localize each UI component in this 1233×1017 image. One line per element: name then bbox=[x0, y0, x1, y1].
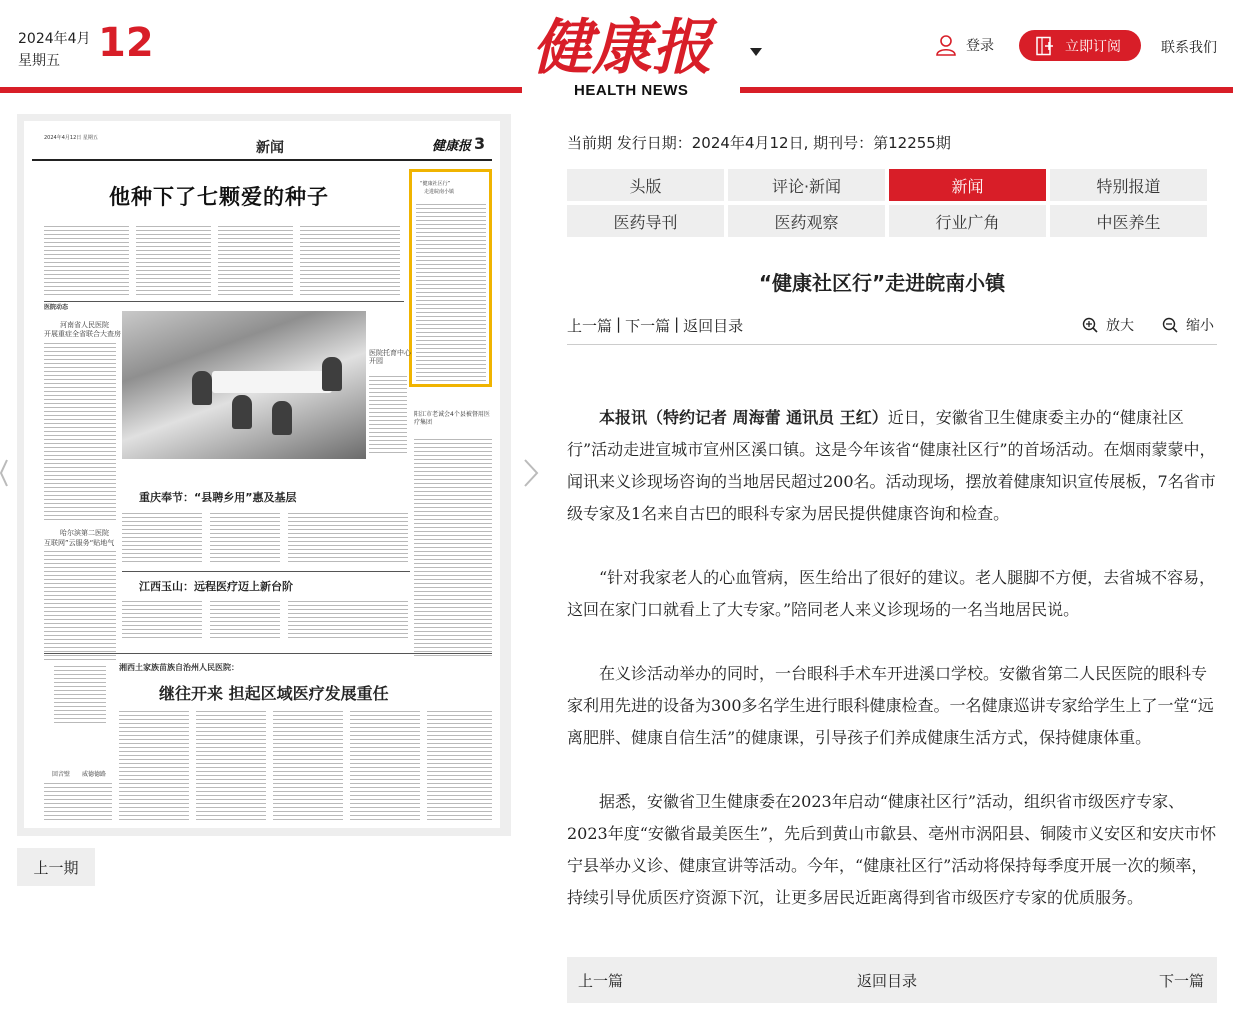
divider bbox=[44, 301, 404, 302]
photo-caption-title: 医院托育中心开园 bbox=[369, 349, 411, 365]
login-link[interactable] bbox=[934, 33, 994, 57]
login-label: 登录 bbox=[966, 38, 994, 54]
divider bbox=[44, 653, 492, 654]
sidebar-title: 回音壁 bbox=[52, 771, 71, 778]
text-column bbox=[273, 711, 343, 823]
zoom-out-icon bbox=[1162, 317, 1178, 333]
news-photo[interactable] bbox=[122, 311, 366, 459]
bottom-back-to-index-link[interactable]: 返回目录 bbox=[857, 972, 918, 990]
tab-medicine-guide[interactable]: 医药导刊 bbox=[567, 205, 724, 237]
tab-special-report[interactable]: 特别报道 bbox=[1050, 169, 1207, 201]
section-tabs bbox=[567, 169, 1213, 237]
text-column bbox=[196, 711, 266, 823]
bottom-next-article-link[interactable]: 下一篇 bbox=[1159, 972, 1205, 990]
date-block bbox=[18, 28, 91, 72]
text-column bbox=[44, 226, 129, 296]
article-paragraph bbox=[567, 786, 1217, 914]
user-icon bbox=[934, 33, 958, 57]
highlight-subtitle: 走进皖南小镇 bbox=[424, 189, 455, 195]
health-news-logo[interactable] bbox=[530, 8, 730, 80]
sidebar-title: 阳江市老诚会4个县被督用医疗集团 bbox=[414, 411, 490, 426]
tab-front-page[interactable]: 头版 bbox=[567, 169, 724, 201]
sidebar-title: 哈尔滨第二医院 bbox=[60, 529, 109, 537]
text-column bbox=[210, 513, 280, 565]
arrow-right-icon[interactable] bbox=[522, 458, 540, 488]
text-column bbox=[416, 204, 486, 382]
paper-subheadline[interactable]: 重庆奉节：“县聘乡用”惠及基层 bbox=[139, 491, 297, 504]
newspaper-page-image[interactable] bbox=[24, 121, 500, 828]
text-column bbox=[288, 513, 408, 565]
sidebar-title: 开展重症全省联合大查房 bbox=[44, 330, 121, 338]
paper-section: 新闻 bbox=[256, 140, 284, 156]
next-article-link[interactable]: 下一篇 bbox=[625, 317, 671, 335]
article-nav-links bbox=[567, 315, 743, 336]
paper-page-number: 3 bbox=[474, 134, 486, 153]
text-column bbox=[136, 226, 211, 296]
dropdown-caret-icon[interactable] bbox=[750, 48, 762, 56]
text-column bbox=[427, 711, 492, 823]
zoom-out-label: 缩小 bbox=[1186, 318, 1214, 334]
header-rule-right bbox=[740, 87, 1233, 93]
back-to-index-link[interactable]: 返回目录 bbox=[683, 317, 744, 335]
paper-date: 2024年4月12日 星期五 bbox=[44, 135, 98, 141]
paragraph-text: “针对我家老人的心血管病，医生给出了很好的建议。老人腿脚不方便，去省城不容易，这回在家门口就看上了大专家。”陪同老人来义诊现场的一名当地居民说。 bbox=[567, 568, 1216, 619]
text-column bbox=[210, 601, 280, 641]
article-paragraph bbox=[567, 562, 1217, 626]
nav-separator: | bbox=[616, 315, 622, 333]
photo-figure bbox=[272, 401, 292, 435]
zoom-out-button[interactable] bbox=[1162, 315, 1214, 335]
bottom-prev-article-link[interactable]: 上一篇 bbox=[578, 972, 624, 990]
sidebar-title: 互联网”云服务“贴地气 bbox=[44, 539, 115, 547]
highlight-title: “健康社区行” bbox=[420, 181, 451, 187]
tab-news[interactable]: 新闻 bbox=[889, 169, 1046, 201]
paragraph-text: 据悉，安徽省卫生健康委在2023年启动“健康社区行”活动，组织省市级医疗专家、2023年度“安徽省最美医生”，先后到黄山市歙县、亳州市涡阳县、铜陵市义安区和安庆市怀宁县举办义诊、健康宣讲等活动。今年，“健康社区行”活动将保持每季度开展一次的频率，持续引导优质医疗资源下沉，让更多居民近距离得到省市级医疗专家的优质服务。 bbox=[567, 792, 1217, 907]
date-day: 12 bbox=[98, 20, 154, 66]
paper-subheadline[interactable]: 江西玉山：远程医疗迈上新台阶 bbox=[139, 580, 293, 593]
photo-figure bbox=[232, 395, 252, 429]
text-column bbox=[300, 226, 400, 296]
text-column bbox=[119, 711, 189, 823]
text-column bbox=[122, 601, 202, 641]
photo-caption bbox=[369, 376, 407, 456]
text-column bbox=[350, 711, 420, 823]
text-column bbox=[218, 226, 293, 296]
contact-link[interactable]: 联系我们 bbox=[1161, 40, 1217, 56]
text-column bbox=[44, 343, 116, 523]
subscribe-icon bbox=[1035, 36, 1055, 56]
logo-subtitle: HEALTH NEWS bbox=[574, 82, 689, 99]
article-byline: 本报讯（特约记者 周海蕾 通讯员 王红） bbox=[599, 408, 888, 427]
article-body bbox=[567, 402, 1217, 946]
sidebar-label: 医院动态 bbox=[44, 304, 69, 311]
sidebar-title: 威德德路 bbox=[82, 771, 107, 778]
article-paragraph bbox=[567, 402, 1217, 530]
prev-issue-button[interactable]: 上一期 bbox=[17, 848, 95, 886]
subscribe-label: 立即订阅 bbox=[1065, 38, 1121, 55]
bottom-article-nav bbox=[567, 957, 1217, 1003]
paper-logo: 健康报 bbox=[432, 139, 472, 154]
article-paragraph bbox=[567, 658, 1217, 754]
photo-figure bbox=[192, 371, 212, 405]
photo-table bbox=[212, 371, 332, 393]
text-column bbox=[44, 783, 112, 823]
paper-subheadline[interactable]: 继往开来 担起区域医疗发展重任 bbox=[159, 684, 389, 703]
article-title: “健康社区行”走进皖南小镇 bbox=[758, 271, 1006, 295]
article-nav-bar bbox=[567, 315, 1217, 345]
sidebar-title: 河南省人民医院 bbox=[60, 321, 109, 329]
text-column bbox=[122, 513, 202, 565]
text-column bbox=[44, 551, 116, 661]
divider bbox=[122, 571, 410, 572]
prev-article-link[interactable]: 上一篇 bbox=[567, 317, 613, 335]
header-rule-left bbox=[0, 87, 522, 93]
tab-tcm-health[interactable]: 中医养生 bbox=[1050, 205, 1207, 237]
text-column bbox=[54, 666, 106, 726]
nav-separator: | bbox=[674, 315, 680, 333]
text-column bbox=[288, 601, 408, 641]
arrow-left-icon[interactable] bbox=[0, 458, 8, 488]
text-column bbox=[414, 439, 492, 659]
logo-text: 健康报 bbox=[532, 13, 712, 80]
zoom-in-button[interactable] bbox=[1082, 315, 1134, 335]
zoom-in-label: 放大 bbox=[1106, 318, 1134, 334]
tab-industry[interactable]: 行业广角 bbox=[889, 205, 1046, 237]
tab-medicine-observation[interactable]: 医药观察 bbox=[728, 205, 885, 237]
paragraph-text: 在义诊活动举办的同时，一台眼科手术车开进溪口学校。安徽省第二人民医院的眼科专家利用先进的设备为300多名学生进行眼科健康检查。一名健康巡讲专家给学生上了一堂“远离肥胖、健康自信生活”的健康课，引导孩子们养成健康生活方式，保持健康体重。 bbox=[567, 664, 1214, 747]
issue-info: 当前期 发行日期：2024年4月12日, 期刊号：第12255期 bbox=[567, 134, 951, 152]
subscribe-button[interactable] bbox=[1019, 30, 1141, 61]
paragraph-text: 近日，安徽省卫生健康委主办的“健康社区行”活动走进宣城市宣州区溪口镇。这是今年该省“健康社区行”的首场活动。在烟雨蒙蒙中，闻讯来义诊现场咨询的当地居民超过200名。活动现场，摆放着健康知识宣传展板，7名省市级专家及1名来自古巴的眼科专家为居民提供健康咨询和检查。 bbox=[567, 408, 1216, 523]
zoom-in-icon bbox=[1082, 317, 1098, 333]
photo-figure bbox=[322, 357, 342, 391]
date-line: 2024年4月 bbox=[18, 31, 91, 47]
paper-headline[interactable]: 他种下了七颗爱的种子 bbox=[109, 185, 329, 209]
paper-kicker: 湘西土家族苗族自治州人民医院： bbox=[119, 663, 239, 672]
weekday: 星期五 bbox=[18, 53, 60, 69]
tab-comment-news[interactable]: 评论·新闻 bbox=[728, 169, 885, 201]
article-highlight-box[interactable] bbox=[409, 169, 492, 387]
paper-masthead bbox=[32, 131, 492, 161]
